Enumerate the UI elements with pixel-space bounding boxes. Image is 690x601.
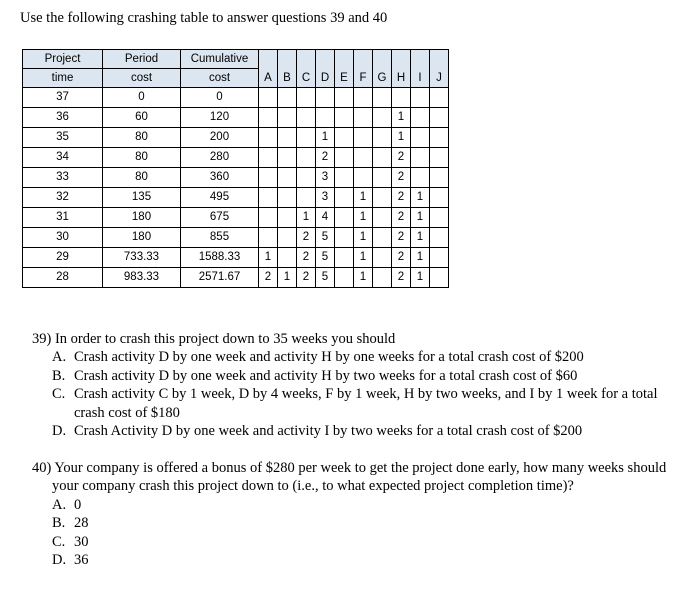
cell-activity-d <box>316 108 335 128</box>
cell-activity-d: 3 <box>316 188 335 208</box>
cell-activity-i <box>411 128 430 148</box>
table-row <box>23 268 449 288</box>
header-activity-j: J <box>430 50 449 88</box>
cell-activity-j <box>430 208 449 228</box>
question-39-option-c <box>32 385 672 422</box>
cell-project-time: 34 <box>23 148 103 168</box>
option-text: 36 <box>74 552 89 569</box>
question-40-option-d <box>32 551 672 569</box>
question-39-options <box>32 348 672 440</box>
cell-activity-a <box>259 168 278 188</box>
cell-activity-b: 1 <box>278 268 297 288</box>
cell-activity-g <box>373 128 392 148</box>
header-activity-f: F <box>354 50 373 88</box>
cell-activity-c <box>297 168 316 188</box>
cell-activity-g <box>373 248 392 268</box>
cell-activity-b <box>278 128 297 148</box>
table-row <box>23 88 449 108</box>
cell-project-time: 32 <box>23 188 103 208</box>
header-period-cost-line2: cost <box>103 69 181 88</box>
option-letter: A. <box>52 496 67 513</box>
option-text: Crash activity D by one week and activity H by one weeks for a total crash cost of $200 <box>74 349 584 366</box>
cell-activity-h: 2 <box>392 208 411 228</box>
question-39-option-b <box>32 367 672 385</box>
cell-activity-h: 2 <box>392 248 411 268</box>
cell-activity-b <box>278 208 297 228</box>
question-40-options <box>32 496 672 570</box>
cell-activity-f <box>354 168 373 188</box>
question-39-option-a <box>32 348 672 366</box>
cell-activity-c <box>297 128 316 148</box>
cell-activity-g <box>373 188 392 208</box>
header-activity-d: D <box>316 50 335 88</box>
cell-activity-b <box>278 148 297 168</box>
option-letter: C. <box>52 386 66 403</box>
cell-period-cost: 0 <box>103 88 181 108</box>
cell-activity-i: 1 <box>411 268 430 288</box>
question-39 <box>32 330 672 440</box>
table-row <box>23 188 449 208</box>
option-letter: C. <box>52 533 66 550</box>
option-text: 28 <box>74 515 89 532</box>
cell-activity-b <box>278 228 297 248</box>
cell-cumulative-cost: 2571.67 <box>181 268 259 288</box>
crashing-table <box>22 49 449 288</box>
cell-period-cost: 180 <box>103 228 181 248</box>
table-header-row-1 <box>23 50 449 69</box>
cell-activity-b <box>278 88 297 108</box>
cell-activity-d: 5 <box>316 268 335 288</box>
cell-activity-d: 1 <box>316 128 335 148</box>
cell-activity-c <box>297 148 316 168</box>
cell-activity-a <box>259 228 278 248</box>
crashing-table-body <box>23 88 449 288</box>
cell-activity-e <box>335 188 354 208</box>
cell-cumulative-cost: 495 <box>181 188 259 208</box>
cell-activity-f <box>354 88 373 108</box>
question-40-option-b <box>32 514 672 532</box>
cell-activity-a <box>259 108 278 128</box>
cell-activity-i: 1 <box>411 228 430 248</box>
cell-activity-c <box>297 188 316 208</box>
cell-project-time: 35 <box>23 128 103 148</box>
cell-period-cost: 983.33 <box>103 268 181 288</box>
cell-activity-d: 2 <box>316 148 335 168</box>
cell-project-time: 28 <box>23 268 103 288</box>
cell-cumulative-cost: 0 <box>181 88 259 108</box>
option-text: 30 <box>74 533 89 550</box>
header-cumulative-cost-line1: Cumulative <box>181 50 259 69</box>
option-letter: B. <box>52 367 66 384</box>
cell-activity-j <box>430 228 449 248</box>
option-text: 0 <box>74 496 82 513</box>
cell-activity-a <box>259 128 278 148</box>
cell-activity-d <box>316 88 335 108</box>
cell-activity-d: 5 <box>316 248 335 268</box>
table-row <box>23 148 449 168</box>
option-text: Crash activity C by 1 week, D by 4 weeks, F by 1 week, H by two weeks, and I by 1 week for a total crash cost of $180 <box>74 386 658 421</box>
option-text: Crash activity D by one week and activity H by two weeks for a total crash cost of $60 <box>74 367 578 384</box>
cell-activity-g <box>373 228 392 248</box>
cell-activity-d: 5 <box>316 228 335 248</box>
cell-project-time: 31 <box>23 208 103 228</box>
cell-activity-e <box>335 128 354 148</box>
cell-activity-c <box>297 108 316 128</box>
cell-activity-f: 1 <box>354 268 373 288</box>
cell-cumulative-cost: 280 <box>181 148 259 168</box>
cell-activity-g <box>373 88 392 108</box>
cell-activity-h: 2 <box>392 188 411 208</box>
cell-activity-g <box>373 268 392 288</box>
cell-activity-j <box>430 128 449 148</box>
cell-activity-f: 1 <box>354 208 373 228</box>
cell-activity-f <box>354 128 373 148</box>
header-cumulative-cost-line2: cost <box>181 69 259 88</box>
cell-activity-e <box>335 168 354 188</box>
header-activity-c: C <box>297 50 316 88</box>
cell-period-cost: 60 <box>103 108 181 128</box>
cell-activity-j <box>430 168 449 188</box>
cell-activity-b <box>278 248 297 268</box>
header-activity-e: E <box>335 50 354 88</box>
cell-activity-h: 2 <box>392 268 411 288</box>
header-activity-i: I <box>411 50 430 88</box>
cell-activity-h: 1 <box>392 128 411 148</box>
header-project-time-line1: Project <box>23 50 103 69</box>
cell-activity-i <box>411 108 430 128</box>
cell-cumulative-cost: 200 <box>181 128 259 148</box>
cell-activity-i: 1 <box>411 248 430 268</box>
table-row <box>23 228 449 248</box>
cell-period-cost: 80 <box>103 148 181 168</box>
cell-activity-h: 2 <box>392 168 411 188</box>
cell-period-cost: 135 <box>103 188 181 208</box>
option-letter: A. <box>52 349 67 366</box>
cell-cumulative-cost: 855 <box>181 228 259 248</box>
cell-cumulative-cost: 360 <box>181 168 259 188</box>
table-row <box>23 108 449 128</box>
cell-activity-b <box>278 168 297 188</box>
cell-activity-j <box>430 108 449 128</box>
cell-activity-b <box>278 108 297 128</box>
cell-activity-a <box>259 208 278 228</box>
cell-activity-c: 2 <box>297 248 316 268</box>
cell-period-cost: 80 <box>103 128 181 148</box>
cell-activity-i: 1 <box>411 188 430 208</box>
header-activity-h: H <box>392 50 411 88</box>
header-activity-g: G <box>373 50 392 88</box>
cell-activity-c: 2 <box>297 268 316 288</box>
cell-activity-g <box>373 208 392 228</box>
cell-activity-a: 2 <box>259 268 278 288</box>
cell-activity-a: 1 <box>259 248 278 268</box>
table-row <box>23 208 449 228</box>
question-40-stem: 40) Your company is offered a bonus of $280 per week to get the project done early, how many weeks should your company crash this project down to (i.e., to what expected project completion time)? <box>32 460 667 495</box>
cell-activity-i <box>411 148 430 168</box>
cell-activity-e <box>335 228 354 248</box>
intro-text: Use the following crashing table to answer questions 39 and 40 <box>20 10 388 26</box>
table-row <box>23 248 449 268</box>
cell-activity-j <box>430 188 449 208</box>
cell-period-cost: 180 <box>103 208 181 228</box>
cell-activity-f: 1 <box>354 248 373 268</box>
cell-period-cost: 80 <box>103 168 181 188</box>
table-row <box>23 128 449 148</box>
cell-activity-h: 1 <box>392 108 411 128</box>
cell-activity-j <box>430 268 449 288</box>
cell-activity-c: 2 <box>297 228 316 248</box>
cell-project-time: 33 <box>23 168 103 188</box>
question-40-option-c <box>32 533 672 551</box>
cell-cumulative-cost: 675 <box>181 208 259 228</box>
question-40-option-a <box>32 496 672 514</box>
cell-activity-h: 2 <box>392 228 411 248</box>
cell-activity-j <box>430 248 449 268</box>
cell-activity-g <box>373 168 392 188</box>
option-letter: D. <box>52 423 67 440</box>
cell-activity-f <box>354 148 373 168</box>
cell-activity-g <box>373 148 392 168</box>
cell-activity-g <box>373 108 392 128</box>
cell-activity-a <box>259 148 278 168</box>
cell-activity-b <box>278 188 297 208</box>
cell-project-time: 30 <box>23 228 103 248</box>
cell-activity-e <box>335 148 354 168</box>
cell-activity-i <box>411 88 430 108</box>
cell-activity-d: 3 <box>316 168 335 188</box>
cell-activity-a <box>259 88 278 108</box>
cell-activity-e <box>335 268 354 288</box>
cell-activity-i: 1 <box>411 208 430 228</box>
cell-activity-e <box>335 88 354 108</box>
cell-activity-i <box>411 168 430 188</box>
cell-activity-f <box>354 108 373 128</box>
cell-activity-j <box>430 88 449 108</box>
cell-activity-a <box>259 188 278 208</box>
cell-period-cost: 733.33 <box>103 248 181 268</box>
option-letter: D. <box>52 552 67 569</box>
cell-project-time: 37 <box>23 88 103 108</box>
header-period-cost-line1: Period <box>103 50 181 69</box>
cell-activity-f: 1 <box>354 228 373 248</box>
header-activity-a: A <box>259 50 278 88</box>
cell-cumulative-cost: 120 <box>181 108 259 128</box>
header-activity-b: B <box>278 50 297 88</box>
cell-activity-c <box>297 88 316 108</box>
cell-cumulative-cost: 1588.33 <box>181 248 259 268</box>
question-39-option-d <box>32 422 672 440</box>
cell-activity-c: 1 <box>297 208 316 228</box>
question-40 <box>32 459 672 569</box>
option-letter: B. <box>52 515 66 532</box>
cell-project-time: 36 <box>23 108 103 128</box>
header-project-time-line2: time <box>23 69 103 88</box>
cell-activity-j <box>430 148 449 168</box>
cell-activity-e <box>335 208 354 228</box>
cell-project-time: 29 <box>23 248 103 268</box>
cell-activity-h <box>392 88 411 108</box>
cell-activity-h: 2 <box>392 148 411 168</box>
cell-activity-d: 4 <box>316 208 335 228</box>
question-39-stem: 39) In order to crash this project down to 35 weeks you should <box>32 331 396 347</box>
table-row <box>23 168 449 188</box>
option-text: Crash Activity D by one week and activity I by two weeks for a total crash cost of $200 <box>74 423 583 440</box>
cell-activity-e <box>335 248 354 268</box>
cell-activity-f: 1 <box>354 188 373 208</box>
cell-activity-e <box>335 108 354 128</box>
